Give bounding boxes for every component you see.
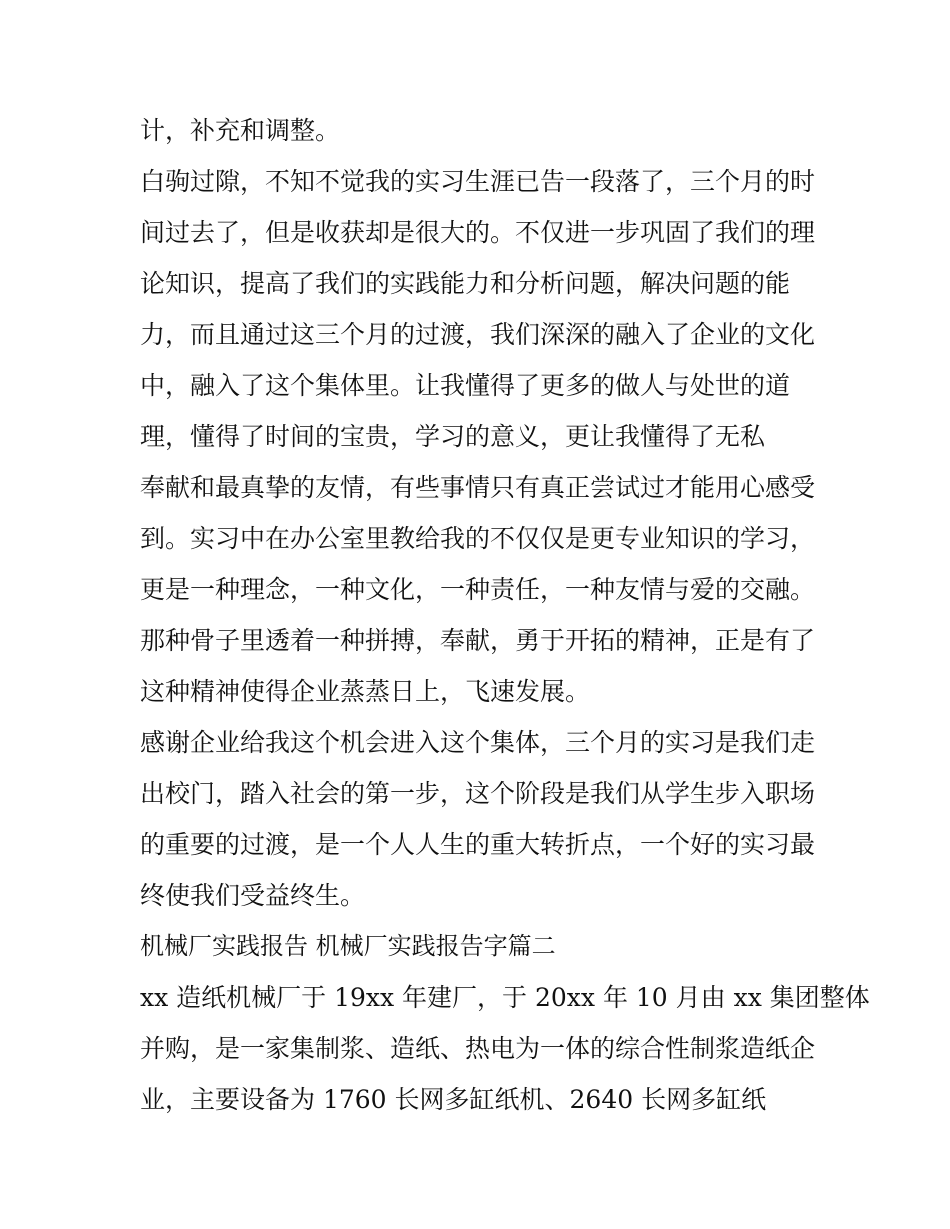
text-line: 这种精神使得企业蒸蒸日上，飞速发展。 [140,677,591,706]
text-line: 白驹过隙，不知不觉我的实习生涯已告一段落了，三个月的时 [140,167,816,196]
text-line: 间过去了，但是收获却是很大的。不仅进一步巩固了我们的理 [140,218,816,247]
text-line: 理，懂得了时间的宝贵，学习的意义，更让我懂得了无私 [140,422,766,451]
document-body [140,105,870,1125]
text-line: 业，主要设备为 1760 长网多缸纸机、2640 长网多缸纸 [140,1085,767,1114]
text-line: xx 造纸机械厂于 19xx 年建厂，于 20xx 年 10 月由 xx 集团整体 [140,983,870,1012]
text-line: 奉献和最真挚的友情，有些事情只有真正尝试过才能用心感受 [140,473,816,502]
text-line: 到。实习中在办公室里教给我的不仅仅是更专业知识的学习， [140,524,816,553]
text-line: 中，融入了这个集体里。让我懂得了更多的做人与处世的道 [140,371,791,400]
text-line: 计，补充和调整。 [140,116,341,145]
text-line: 的重要的过渡，是一个人人生的重大转折点，一个好的实习最 [140,830,816,859]
section-heading: 机械厂实践报告 机械厂实践报告字篇二 [140,932,556,960]
text-line: 感谢企业给我这个机会进入这个集体，三个月的实习是我们走 [140,728,816,757]
text-line: 那种骨子里透着一种拼搏，奉献，勇于开拓的精神，正是有了 [140,626,816,655]
text-line: 并购，是一家集制浆、造纸、热电为一体的综合性制浆造纸企 [140,1034,816,1063]
text-line: 出校门，踏入社会的第一步，这个阶段是我们从学生步入职场 [140,779,816,808]
text-line: 论知识，提高了我们的实践能力和分析问题，解决问题的能 [140,269,791,298]
text-line: 终使我们受益终生。 [140,881,366,910]
text-line: 更是一种理念，一种文化，一种责任，一种友情与爱的交融。 [140,575,816,604]
text-line: 力，而且通过这三个月的过渡，我们深深的融入了企业的文化 [140,320,816,349]
